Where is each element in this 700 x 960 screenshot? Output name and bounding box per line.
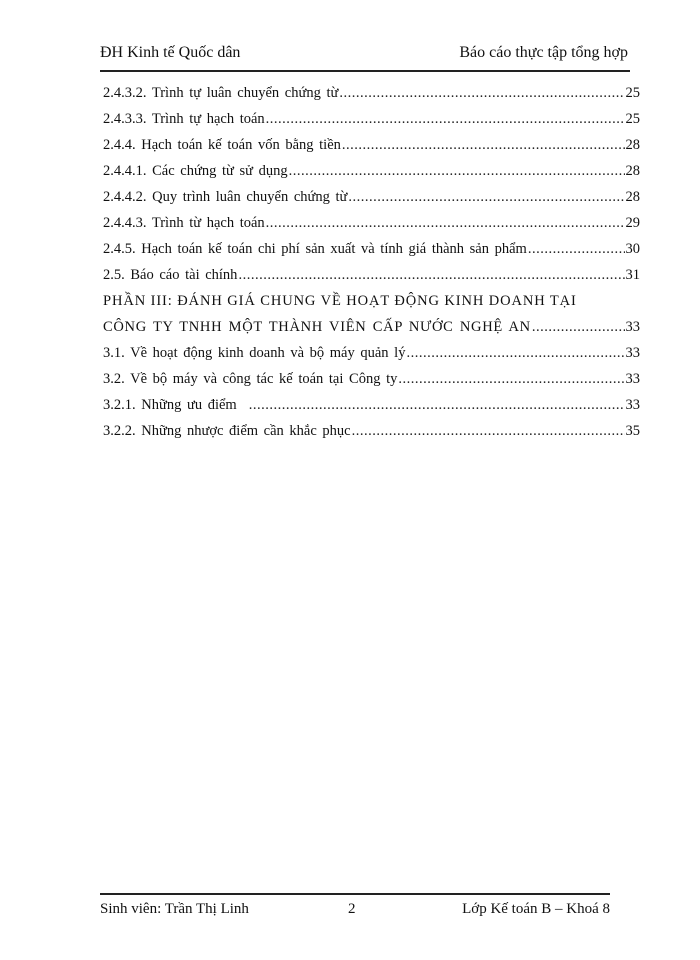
- toc-entry-3-1[interactable]: [103, 340, 640, 366]
- toc-leader-dots: [342, 132, 625, 158]
- toc-entry-page: 35: [625, 423, 640, 439]
- toc-entry-2-4-4-3[interactable]: [103, 210, 640, 236]
- page-header: [100, 40, 630, 72]
- toc-entry-page: 30: [625, 241, 640, 257]
- toc-leader-dots: [249, 392, 625, 418]
- toc-entry-title: 2.4.4.2. Quy trình luân chuyển chứng từ: [103, 189, 348, 205]
- toc-entry-2-4-5[interactable]: [103, 236, 640, 262]
- toc-entry-title: 3.2.2. Những nhược điểm cần khắc phục: [103, 423, 351, 439]
- toc-entry-title: 2.4.4.1. Các chứng từ sử dụng: [103, 163, 288, 179]
- footer-class-name: Lớp Kế toán B – Khoá 8: [462, 901, 610, 917]
- toc-leader-dots: [348, 184, 624, 210]
- toc-leader-dots: [238, 262, 624, 288]
- toc-entry-title: 2.4.4. Hạch toán kế toán vốn bằng tiền: [103, 137, 341, 153]
- toc-entry-page: 28: [625, 163, 640, 179]
- footer-page-number: 2: [348, 901, 356, 917]
- toc-entry-page: 28: [625, 137, 640, 153]
- toc-entry-page: 33: [625, 371, 640, 387]
- toc-entry-page: 33: [625, 397, 640, 413]
- toc-entry-title: 3.2. Về bộ máy và công tác kế toán tại Công ty: [103, 371, 398, 387]
- toc-entry-3-2[interactable]: [103, 366, 640, 392]
- toc-entry-page: 25: [625, 85, 640, 101]
- toc-entry-2-5[interactable]: [103, 262, 640, 288]
- toc-entry-page: 33: [625, 319, 640, 335]
- toc-leader-dots: [339, 80, 624, 106]
- toc-entry-title: 3.1. Về hoạt động kinh doanh và bộ máy quản lý: [103, 345, 406, 361]
- toc-leader-dots: [398, 366, 624, 392]
- toc-leader-dots: [289, 158, 625, 184]
- toc-entry-title: 2.4.3.3. Trình tự hạch toán: [103, 111, 265, 127]
- toc-entry-title: 2.4.4.3. Trình từ hạch toán: [103, 215, 265, 231]
- toc-entry-title: 2.5. Báo cáo tài chính: [103, 267, 238, 283]
- table-of-contents: [103, 80, 640, 444]
- toc-entry-page: 29: [625, 215, 640, 231]
- toc-part3-heading[interactable]: PHẦN III: ĐÁNH GIÁ CHUNG VỀ HOẠT ĐỘNG KINH DOANH TẠI: [103, 293, 577, 309]
- toc-entry-2-4-3-3[interactable]: [103, 106, 640, 132]
- toc-leader-dots: [532, 314, 625, 340]
- toc-entry-title: 3.2.1. Những ưu điểm: [103, 397, 237, 413]
- toc-entry-2-4-4-2[interactable]: [103, 184, 640, 210]
- toc-leader-dots: [406, 340, 624, 366]
- toc-entry-page: 28: [625, 189, 640, 205]
- toc-leader-dots: [266, 106, 625, 132]
- toc-entry-2-4-4-1[interactable]: [103, 158, 640, 184]
- toc-entry-2-4-3-2[interactable]: [103, 80, 640, 106]
- footer-student-name: Sinh viên: Trần Thị Linh: [100, 901, 249, 917]
- toc-part3-heading-continued[interactable]: [103, 314, 640, 340]
- toc-entry-title: CÔNG TY TNHH MỘT THÀNH VIÊN CẤP NƯỚC NGHỆ AN: [103, 319, 531, 335]
- toc-entry-2-4-4[interactable]: [103, 132, 640, 158]
- toc-leader-dots: [528, 236, 625, 262]
- toc-entry-title: 2.4.3.2. Trình tự luân chuyển chứng từ: [103, 85, 339, 101]
- toc-entry-3-2-2[interactable]: [103, 418, 640, 444]
- toc-entry-page: 33: [625, 345, 640, 361]
- toc-leader-dots: [266, 210, 625, 236]
- toc-entry-page: 31: [625, 267, 640, 283]
- header-university: ĐH Kinh tế Quốc dân: [100, 44, 241, 61]
- toc-entry-page: 25: [625, 111, 640, 127]
- toc-leader-dots: [352, 418, 625, 444]
- page-footer: [100, 893, 610, 925]
- toc-entry-3-2-1[interactable]: [103, 392, 640, 418]
- toc-entry-title: 2.4.5. Hạch toán kế toán chi phí sản xuất và tính giá thành sản phẩm: [103, 241, 527, 257]
- header-report-title: Báo cáo thực tập tổng hợp: [459, 44, 628, 61]
